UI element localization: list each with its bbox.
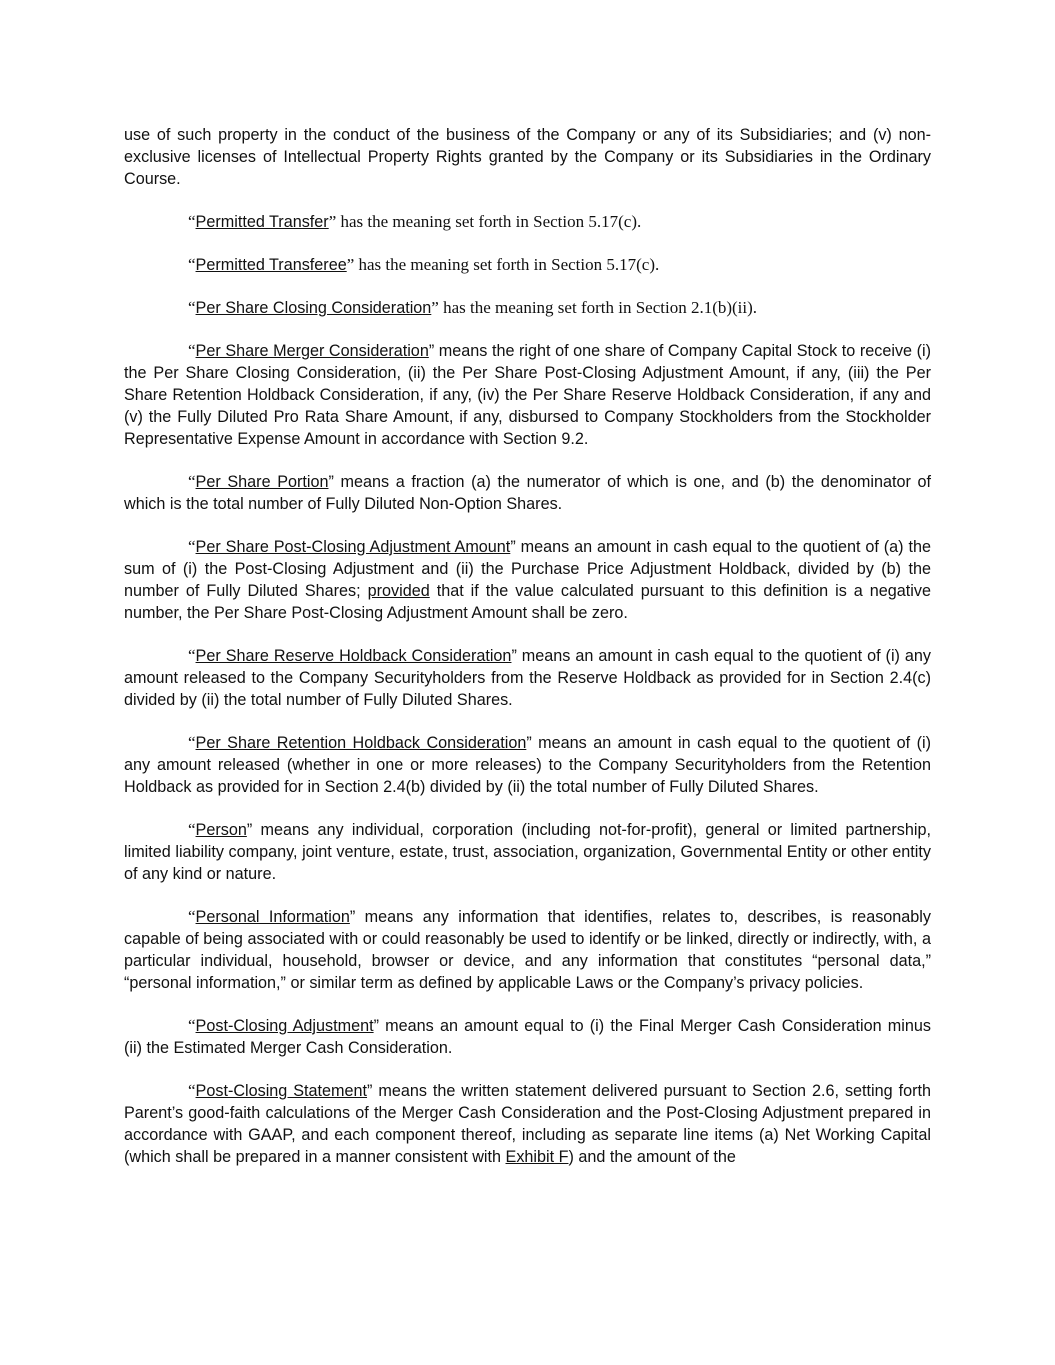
defined-term: Permitted Transferee — [195, 256, 347, 274]
definition-text: ” means an amount in cash equal to the quotient of (a) the sum of (i) the Post-Closing Adjustment and (ii) the Purchase Price Adjustment Holdback, divided by (b) the number of Fully Diluted Shares; — [124, 538, 931, 600]
defined-term: Post-Closing Statement — [195, 1082, 368, 1100]
definition-per-share-portion: “Per Share Portion” means a fraction (a) the numerator of which is one, and (b) the denominator of which is the total number of Fully Diluted Non-Option Shares. — [124, 472, 932, 513]
definition-text: ” means any information that identifies, relates to, describes, is reasonably capable of being associated with or could reasonably be used to identify or be linked, directly or indirectly, with, a particular individual, household, browser or device, and any information that constitutes “personal data,” “personal information,” or similar term as defined by applicable Laws or the Company’s privacy policies. — [124, 908, 931, 992]
defined-term: Per Share Reserve Holdback Consideration — [195, 647, 512, 665]
definition-text: ” has the meaning set forth in Section 5.17(c). — [328, 212, 642, 231]
document-page — [124, 124, 931, 1189]
paragraph-text: use of such property in the conduct of the business of the Company or any of its Subsidiaries; and (v) non-exclusive licenses of Intellectual Property Rights granted by the Company or its Subsidiaries in the Ordinary Course. — [124, 126, 931, 188]
definition-text: ” means the right of one share of Company Capital Stock to receive (i) the Per Share Closing Consideration, (ii) the Per Share Post-Closing Adjustment Amount, if any, (iii) the Per Share Retention Holdback Consideration, if any, (iv) the Per Share Reserve Holdback Consideration, if any and (v) the Fully Diluted Pro Rata Share Amount, if any, disbursed to Company Stockholders from the Stockholder Representative Expense Amount in accordance with Section 9.2. — [124, 342, 931, 448]
provided-term: provided — [367, 582, 430, 600]
paragraph-continuation — [124, 124, 931, 190]
definition-text: ” has the meaning set forth in Section 5.17(c). — [346, 255, 660, 274]
defined-term: Person — [195, 821, 247, 839]
definition-permitted-transfer: “Permitted Transfer” has the meaning set forth in Section 5.17(c). — [188, 212, 642, 231]
definition-per-share-reserve-holdback-consideration: “Per Share Reserve Holdback Consideration” means an amount in cash equal to the quotient of (i) any amount released to the Company Securityholders from the Reserve Holdback as provided for in Section 2.4(c) divided by (ii) the total number of Fully Diluted Shares. — [124, 646, 931, 709]
definition-text: ” means an amount equal to (i) the Final Merger Cash Consideration minus (ii) the Estimated Merger Cash Consideration. — [124, 1017, 931, 1057]
defined-term: Personal Information — [195, 908, 350, 926]
definition-text: ” means an amount in cash equal to the quotient of (i) any amount released (whether in one or more releases) to the Company Securityholders from the Retention Holdback as provided for in Section 2.4(b) divided by (ii) the total number of Fully Diluted Shares. — [124, 734, 931, 796]
definition-text: ” means any individual, corporation (including not-for-profit), general or limited partnership, limited liability company, joint venture, estate, trust, association, organization, Governmental Entity or other entity of any kind or nature. — [124, 821, 931, 883]
defined-term: Post-Closing Adjustment — [195, 1017, 374, 1035]
definition-per-share-post-closing-adjustment-amount: “Per Share Post-Closing Adjustment Amount” means an amount in cash equal to the quotient of (a) the sum of (i) the Post-Closing Adjustment and (ii) the Purchase Price Adjustment Holdback, divided by (b) the number of Fully Diluted Shares; provided that if the value calculated pursuant to this definition is a negative number, the Per Share Post-Closing Adjustment Amount shall be zero. — [124, 537, 931, 622]
definition-text: ” has the meaning set forth in Section 2.1(b)(ii). — [431, 298, 758, 317]
defined-term: Per Share Merger Consideration — [195, 342, 429, 360]
definition-post-closing-adjustment: “Post-Closing Adjustment” means an amount equal to (i) the Final Merger Cash Consideration minus (ii) the Estimated Merger Cash Consideration. — [124, 1016, 931, 1057]
definition-text-cont: that if the value calculated pursuant to this definition is a negative number, the Per Share Post-Closing Adjustment Amount shall be zero. — [124, 582, 931, 622]
defined-term: Per Share Retention Holdback Consideration — [195, 734, 527, 752]
defined-term: Permitted Transfer — [195, 213, 329, 231]
definition-person: “Person” means any individual, corporation (including not-for-profit), general or limited partnership, limited liability company, joint venture, estate, trust, association, organization, Governmental Entity or other entity of any kind or nature. — [124, 820, 931, 883]
definition-permitted-transferee: “Permitted Transferee” has the meaning set forth in Section 5.17(c). — [188, 255, 660, 274]
definition-per-share-merger-consideration: “Per Share Merger Consideration” means the right of one share of Company Capital Stock to receive (i) the Per Share Closing Consideration, (ii) the Per Share Post-Closing Adjustment Amount, if any, (iii) the Per Share Retention Holdback Consideration, if any, (iv) the Per Share Reserve Holdback Consideration, if any and (v) the Fully Diluted Pro Rata Share Amount, if any, disbursed to Company Stockholders from the Stockholder Representative Expense Amount in accordance with Section 9.2. — [124, 341, 931, 448]
exhibit-reference: Exhibit F — [505, 1148, 569, 1166]
definition-per-share-retention-holdback-consideration: “Per Share Retention Holdback Consideration” means an amount in cash equal to the quotient of (i) any amount released (whether in one or more releases) to the Company Securityholders from the Retention Holdback as provided for in Section 2.4(b) divided by (ii) the total number of Fully Diluted Shares. — [124, 733, 931, 796]
definition-text: ” means the written statement delivered pursuant to Section 2.6, setting forth Parent’s good-faith calculations of the Merger Cash Consideration and the Post-Closing Adjustment prepared in accordance with GAAP, and each component thereof, including as separate line items (a) Net Working Capital (which shall be prepared in a manner consistent with — [124, 1082, 931, 1166]
definition-per-share-closing-consideration: “Per Share Closing Consideration” has the meaning set forth in Section 2.1(b)(ii). — [188, 298, 758, 317]
defined-term: Per Share Portion — [195, 473, 329, 491]
definition-text: ” means an amount in cash equal to the quotient of (i) any amount released to the Company Securityholders from the Reserve Holdback as provided for in Section 2.4(c) divided by (ii) the total number of Fully Diluted Shares. — [124, 647, 931, 709]
defined-term: Per Share Post-Closing Adjustment Amount — [195, 538, 511, 556]
definition-text-cont: ) and the amount of the — [568, 1148, 736, 1166]
defined-term: Per Share Closing Consideration — [195, 299, 432, 317]
definition-post-closing-statement: “Post-Closing Statement” means the written statement delivered pursuant to Section 2.6, setting forth Parent’s good-faith calculations of the Merger Cash Consideration and the Post-Closing Adjustment prepared in accordance with GAAP, and each component thereof, including as separate line items (a) Net Working Capital (which shall be prepared in a manner consistent with Exhibit F) and the amount of the — [124, 1081, 931, 1166]
definition-personal-information: “Personal Information” means any information that identifies, relates to, describes, is reasonably capable of being associated with or could reasonably be used to identify or be linked, directly or indirectly, with, a particular individual, household, browser or device, and any information that constitutes “personal data,” “personal information,” or similar term as defined by applicable Laws or the Company’s privacy policies. — [124, 907, 931, 992]
definition-text: ” means a fraction (a) the numerator of which is one, and (b) the denominator of which is the total number of Fully Diluted Non-Option Shares. — [124, 473, 932, 513]
